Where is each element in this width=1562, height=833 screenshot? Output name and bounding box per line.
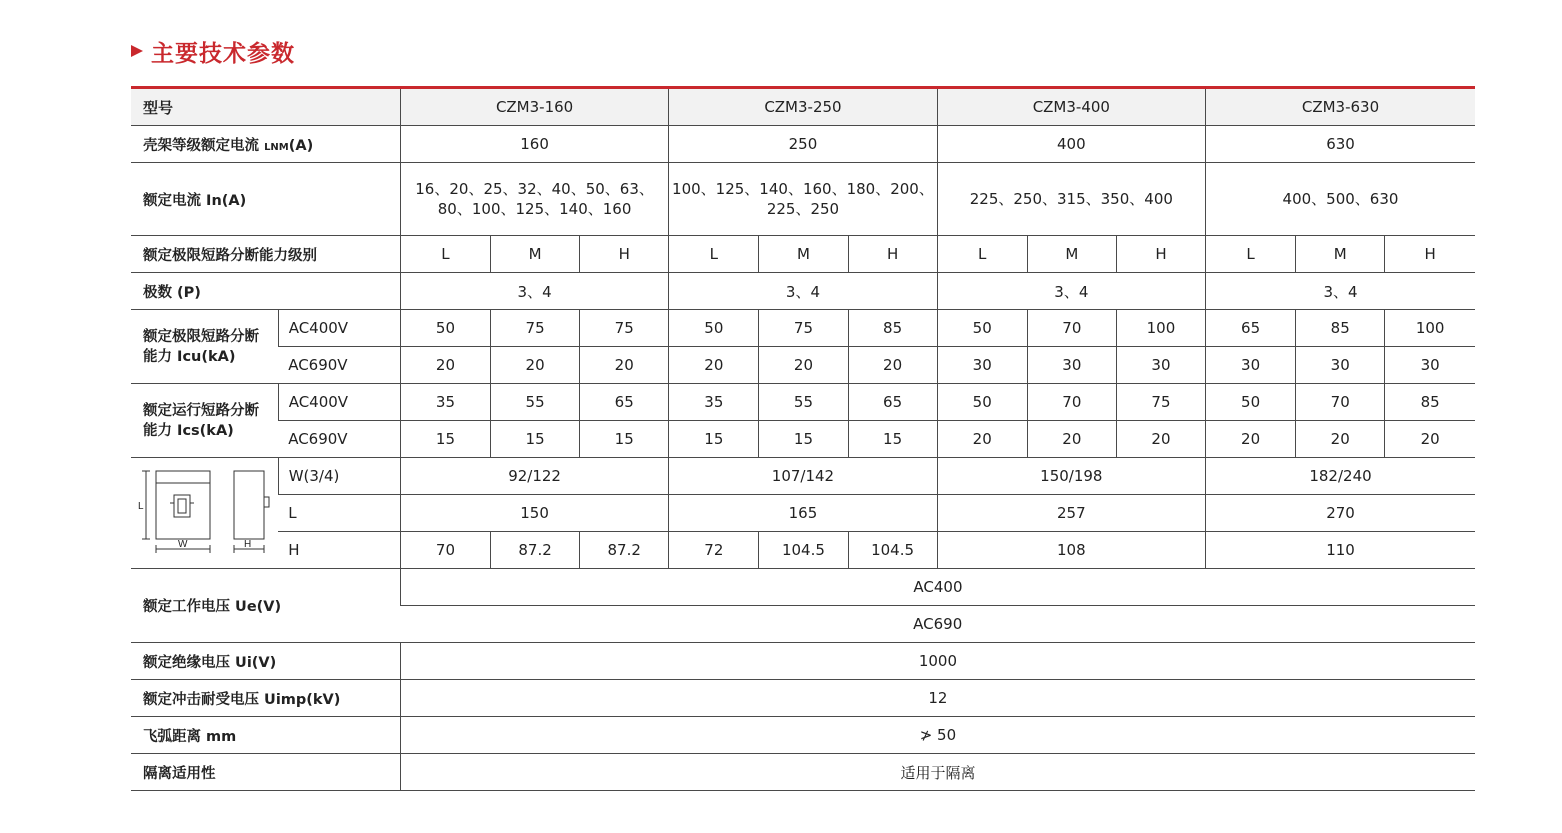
dimension-diagram bbox=[131, 458, 278, 569]
cell-value: 70 bbox=[1296, 384, 1385, 421]
cell-value: 20 bbox=[1206, 421, 1296, 458]
row-dim-h bbox=[131, 532, 1475, 569]
cell-value: 50 bbox=[669, 310, 759, 347]
cell-value: 104.5 bbox=[848, 532, 937, 569]
label-frame-current bbox=[131, 126, 400, 163]
section-title bbox=[131, 34, 295, 68]
cell-value: 75 bbox=[759, 310, 848, 347]
cell-value: H bbox=[848, 236, 937, 273]
cell-value: 20 bbox=[759, 347, 848, 384]
row-poles bbox=[131, 273, 1475, 310]
cell-value: 20 bbox=[491, 347, 580, 384]
cell-value: 15 bbox=[400, 421, 490, 458]
cell-value: 12 bbox=[400, 680, 1475, 717]
cell-value: 30 bbox=[1027, 347, 1116, 384]
cell-value: 20 bbox=[937, 421, 1027, 458]
cell-value: 85 bbox=[1296, 310, 1385, 347]
label-ac400: AC400V bbox=[278, 310, 400, 347]
cell-value: M bbox=[759, 236, 848, 273]
cell-line: 80、100、125、140、160 bbox=[437, 200, 632, 218]
cell-value: L bbox=[400, 236, 490, 273]
triangle-bullet-icon bbox=[131, 45, 143, 57]
cell-value: 20 bbox=[1296, 421, 1385, 458]
cell-value: L bbox=[937, 236, 1027, 273]
cell-value bbox=[400, 163, 668, 236]
cell-value: 55 bbox=[491, 384, 580, 421]
cell-value: 182/240 bbox=[1206, 458, 1475, 495]
cell-value: 15 bbox=[491, 421, 580, 458]
row-ics-ac690 bbox=[131, 421, 1475, 458]
cell-value: 65 bbox=[580, 384, 669, 421]
cell-value: 72 bbox=[669, 532, 759, 569]
row-icu-ac690 bbox=[131, 347, 1475, 384]
cell-value: 20 bbox=[1027, 421, 1116, 458]
cell-value: 107/142 bbox=[669, 458, 937, 495]
cell-value: 3、4 bbox=[937, 273, 1205, 310]
cell-value: 15 bbox=[848, 421, 937, 458]
cell-value: 20 bbox=[1116, 421, 1205, 458]
cell-value: 85 bbox=[1385, 384, 1475, 421]
cell-value: H bbox=[580, 236, 669, 273]
cell-line: 400、500、630 bbox=[1282, 190, 1399, 208]
cell-value: 20 bbox=[669, 347, 759, 384]
cell-value: M bbox=[1027, 236, 1116, 273]
row-breaking-level bbox=[131, 236, 1475, 273]
label-arc: 飞弧距离 mm bbox=[131, 717, 400, 754]
cell-value: 65 bbox=[848, 384, 937, 421]
model-header: CZM3-400 bbox=[937, 88, 1205, 126]
cell-value: 30 bbox=[1296, 347, 1385, 384]
cell-value: 30 bbox=[1385, 347, 1475, 384]
row-dim-l bbox=[131, 495, 1475, 532]
dim-label-w: W bbox=[178, 539, 188, 550]
cell-value: 1000 bbox=[400, 643, 1475, 680]
cell-value: 100 bbox=[1385, 310, 1475, 347]
label-frame-current-sub: LNM bbox=[264, 141, 289, 153]
cell-value: 50 bbox=[937, 310, 1027, 347]
cell-value: 55 bbox=[759, 384, 848, 421]
cell-value: AC690 bbox=[400, 606, 1475, 643]
cell-value: 50 bbox=[400, 310, 490, 347]
cell-value: 30 bbox=[937, 347, 1027, 384]
row-isolation bbox=[131, 754, 1475, 791]
model-header: CZM3-160 bbox=[400, 88, 668, 126]
cell-value: 65 bbox=[1206, 310, 1296, 347]
cell-value: 15 bbox=[580, 421, 669, 458]
cell-value: L bbox=[1206, 236, 1296, 273]
label-rated-current: 额定电流 In(A) bbox=[131, 163, 400, 236]
cell-value: 20 bbox=[580, 347, 669, 384]
row-icu-ac400 bbox=[131, 310, 1475, 347]
label-ac400: AC400V bbox=[278, 384, 400, 421]
label-model: 型号 bbox=[131, 88, 400, 126]
breaker-outline-icon bbox=[134, 463, 274, 563]
label-dim-h: H bbox=[278, 532, 400, 569]
cell-value: 85 bbox=[848, 310, 937, 347]
cell-value: 15 bbox=[759, 421, 848, 458]
cell-value: 110 bbox=[1206, 532, 1475, 569]
cell-value: 400 bbox=[937, 126, 1205, 163]
cell-value: 104.5 bbox=[759, 532, 848, 569]
cell-value: 30 bbox=[1206, 347, 1296, 384]
cell-value: 35 bbox=[400, 384, 490, 421]
row-arc bbox=[131, 717, 1475, 754]
row-dim-w bbox=[131, 458, 1475, 495]
cell-value: H bbox=[1116, 236, 1205, 273]
row-uimp bbox=[131, 680, 1475, 717]
cell-value: 20 bbox=[1385, 421, 1475, 458]
cell-value: 20 bbox=[848, 347, 937, 384]
cell-value: 150 bbox=[400, 495, 668, 532]
label-line: 能力 Icu(kA) bbox=[143, 348, 236, 365]
cell-value: 15 bbox=[669, 421, 759, 458]
cell-value: L bbox=[669, 236, 759, 273]
cell-value: 3、4 bbox=[400, 273, 668, 310]
cell-value: 20 bbox=[400, 347, 490, 384]
cell-value: 75 bbox=[580, 310, 669, 347]
label-line: 额定运行短路分断 bbox=[143, 402, 259, 419]
row-model bbox=[131, 88, 1475, 126]
label-line: 能力 Ics(kA) bbox=[143, 422, 234, 439]
label-ac690: AC690V bbox=[278, 347, 400, 384]
cell-value: 108 bbox=[937, 532, 1205, 569]
cell-value: H bbox=[1385, 236, 1475, 273]
cell-value: 100 bbox=[1116, 310, 1205, 347]
dim-label-l: L bbox=[138, 501, 144, 512]
cell-value: 35 bbox=[669, 384, 759, 421]
cell-line: 225、250 bbox=[766, 200, 840, 218]
label-line: 额定极限短路分断 bbox=[143, 328, 259, 345]
label-icu bbox=[131, 310, 278, 384]
cell-value: 50 bbox=[937, 384, 1027, 421]
cell-value: 270 bbox=[1206, 495, 1475, 532]
model-header: CZM3-250 bbox=[669, 88, 937, 126]
label-uimp: 额定冲击耐受电压 Uimp(kV) bbox=[131, 680, 400, 717]
cell-value: 适用于隔离 bbox=[400, 754, 1475, 791]
cell-line: 16、20、25、32、40、50、63、 bbox=[415, 180, 654, 198]
cell-value: 165 bbox=[669, 495, 937, 532]
cell-value: 92/122 bbox=[400, 458, 668, 495]
cell-value: ≯ 50 bbox=[400, 717, 1475, 754]
row-ue-400 bbox=[131, 569, 1475, 606]
dim-label-h: H bbox=[244, 539, 252, 550]
cell-value: 250 bbox=[669, 126, 937, 163]
row-ics-ac400 bbox=[131, 384, 1475, 421]
section-title-text: 主要技术参数 bbox=[151, 40, 295, 67]
cell-value: M bbox=[491, 236, 580, 273]
cell-value: 87.2 bbox=[491, 532, 580, 569]
cell-value: 70 bbox=[400, 532, 490, 569]
cell-value: 3、4 bbox=[1206, 273, 1475, 310]
label-breaking-level: 额定极限短路分断能力级别 bbox=[131, 236, 400, 273]
label-ics bbox=[131, 384, 278, 458]
cell-value: 30 bbox=[1116, 347, 1205, 384]
label-frame-current-text: 壳架等级额定电流 bbox=[143, 137, 265, 154]
row-ui bbox=[131, 643, 1475, 680]
model-header: CZM3-630 bbox=[1206, 88, 1475, 126]
label-poles: 极数 (P) bbox=[131, 273, 400, 310]
cell-value: 160 bbox=[400, 126, 668, 163]
cell-value: 3、4 bbox=[669, 273, 937, 310]
cell-value: 87.2 bbox=[580, 532, 669, 569]
cell-value: 75 bbox=[491, 310, 580, 347]
label-dim-w: W(3/4) bbox=[278, 458, 400, 495]
cell-line: 225、250、315、350、400 bbox=[969, 190, 1173, 208]
row-frame-current bbox=[131, 126, 1475, 163]
cell-value bbox=[669, 163, 937, 236]
cell-value bbox=[937, 163, 1205, 236]
label-ac690: AC690V bbox=[278, 421, 400, 458]
cell-value: 630 bbox=[1206, 126, 1475, 163]
label-ue: 额定工作电压 Ue(V) bbox=[131, 569, 400, 643]
cell-value bbox=[1206, 163, 1475, 236]
label-frame-current-unit: (A) bbox=[288, 137, 314, 154]
cell-value: 75 bbox=[1116, 384, 1205, 421]
cell-value: 50 bbox=[1206, 384, 1296, 421]
label-isolation: 隔离适用性 bbox=[131, 754, 400, 791]
label-dim-l: L bbox=[278, 495, 400, 532]
label-ui: 额定绝缘电压 Ui(V) bbox=[131, 643, 400, 680]
cell-value: 70 bbox=[1027, 384, 1116, 421]
cell-value: 150/198 bbox=[937, 458, 1205, 495]
cell-value: 70 bbox=[1027, 310, 1116, 347]
spec-table bbox=[131, 86, 1475, 791]
cell-value: AC400 bbox=[400, 569, 1475, 606]
cell-line: 100、125、140、160、180、200、 bbox=[672, 180, 934, 198]
cell-value: 257 bbox=[937, 495, 1205, 532]
cell-value: M bbox=[1296, 236, 1385, 273]
row-rated-current bbox=[131, 163, 1475, 236]
